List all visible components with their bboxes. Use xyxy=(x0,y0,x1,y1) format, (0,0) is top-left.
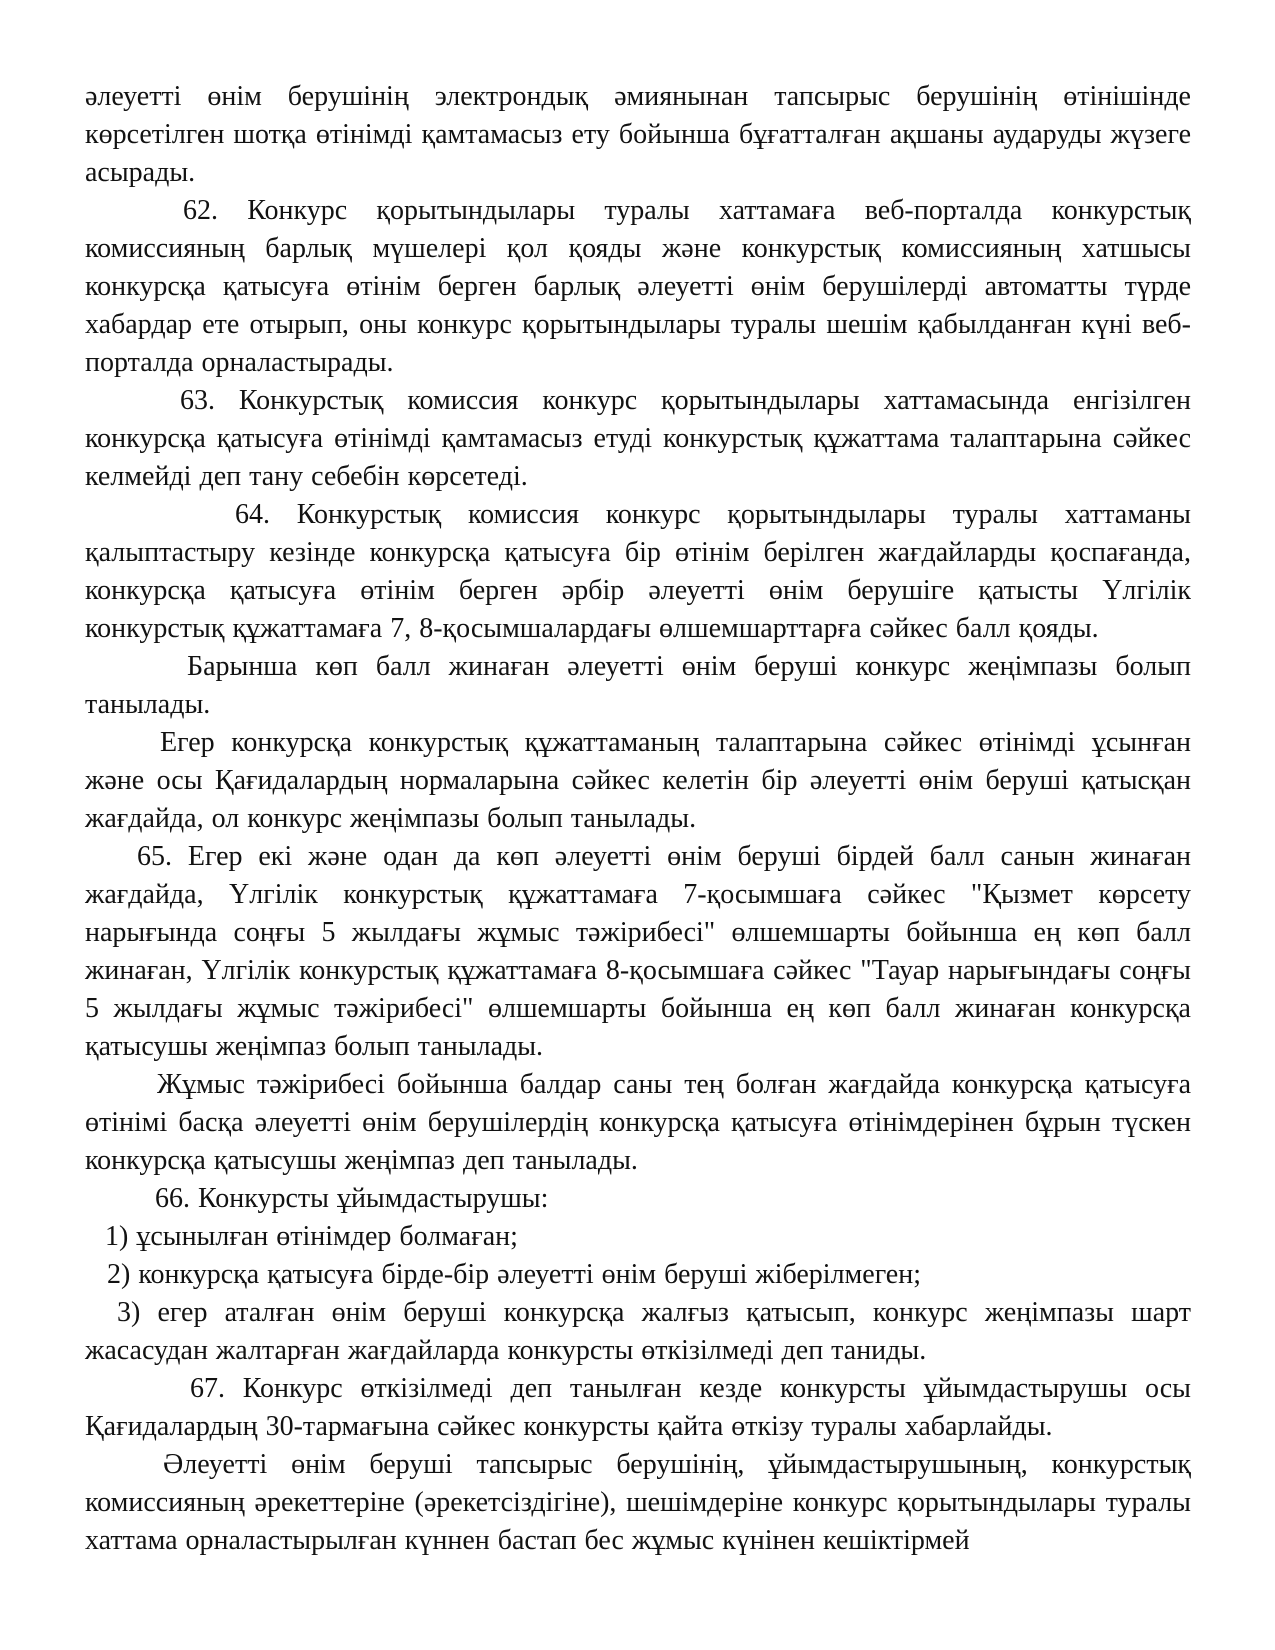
list-item-2: 2) конкурсқа қатысуға бірде-бір әлеуетті өнім беруші жіберілмеген; xyxy=(107,1259,921,1290)
paragraph-point-64-sub2: Егер конкурсқа конкурстық құжаттаманың талаптарына сәйкес өтінімді ұсынған және осы Қағидалардың нормаларына сәйкес келетін бір әлеуетті өнім беруші қатысқан жағдайда, ол конкурс жеңімпазы болып танылады. xyxy=(85,727,1191,834)
paragraph-point-65-sub1: Жұмыс тәжірибесі бойынша балдар саны тең болған жағдайда конкурсқа қатысуға өтінімі басқа әлеуетті өнім берушілердің конкурсқа қатысуға өтінімдерінен бұрын түскен конкурсқа қатысушы жеңімпаз деп танылады. xyxy=(85,1069,1191,1176)
paragraph-point-64-sub1: Барынша көп балл жинаған әлеуетті өнім беруші конкурс жеңімпазы болып танылады. xyxy=(85,651,1191,720)
paragraph-continuation: әлеуетті өнім берушінің электрондық әмиянынан тапсырыс берушінің өтінішінде көрсетілген шотқа өтінімді қамтамасыз ету бойынша бұғатталған ақшаны аударуды жүзеге асырады. xyxy=(85,81,1191,188)
paragraph-point-66: 66. Конкурсты ұйымдастырушы: xyxy=(155,1183,549,1214)
paragraph-point-63: 63. Конкурстық комиссия конкурс қорытындылары хаттамасында енгізілген конкурсқа қатысуға өтінімді қамтамасыз етуді конкурстық құжаттама талаптарына сәйкес келмейді деп тану себебін көрсетеді. xyxy=(85,385,1191,492)
list-item-1: 1) ұсынылған өтінімдер болмаған; xyxy=(105,1221,518,1252)
list-item-3: 3) егер аталған өнім беруші конкурсқа жалғыз қатысып, конкурс жеңімпазы шарт жасасудан жалтарған жағдайларда конкурсты өткізілмеді деп таниды. xyxy=(85,1297,1191,1366)
paragraph-point-65: 65. Егер екі және одан да көп әлеуетті өнім беруші бірдей балл санын жинаған жағдайда, Үлгілік конкурстық құжаттамаға 7-қосымшаға сәйкес "Қызмет көрсету нарығында соңғы 5 жылдағы жұмыс тәжірибесі" өлшемшарты бойынша ең көп балл жинаған, Үлгілік конкурстық құжаттамаға 8-қосымшаға сәйкес "Тауар нарығындағы соңғы 5 жылдағы жұмыс тәжірибесі" өлшемшарты бойынша ең көп балл жинаған конкурсқа қатысушы жеңімпаз болып танылады. xyxy=(85,841,1191,1062)
paragraph-point-67: 67. Конкурс өткізілмеді деп танылған кезде конкурсты ұйымдастырушы осы Қағидалардың 30-тармағына сәйкес конкурсты қайта өткізу туралы хабарлайды. xyxy=(85,1373,1191,1442)
paragraph-point-64: 64. Конкурстық комиссия конкурс қорытындылары туралы хаттаманы қалыптастыру кезінде конкурсқа қатысуға бір өтінім берілген жағдайларды қоспағанда, конкурсқа қатысуға өтінім берген әрбір әлеуетті өнім берушіге қатысты Үлгілік конкурстық құжаттамаға 7, 8-қосымшалардағы өлшемшарттарға сәйкес балл қояды. xyxy=(85,499,1191,644)
paragraph-point-67-sub1: Әлеуетті өнім беруші тапсырыс берушінің, ұйымдастырушының, конкурстық комиссияның әрекеттеріне (әрекетсіздігіне), шешімдеріне конкурс қорытындылары туралы хаттама орналастырылған күннен бастап бес жұмыс күнінен кешіктірмей xyxy=(85,1449,1191,1556)
paragraph-point-62: 62. Конкурс қорытындылары туралы хаттамаға веб-порталда конкурстық комиссияның барлық мүшелері қол қояды және конкурстық комиссияның хатшысы конкурсқа қатысуға өтінім берген барлық әлеуетті өнім берушілерді автоматты түрде хабардар ете отырып, оны конкурс қорытындылары туралы шешім қабылданған күні веб-порталда орналастырады. xyxy=(85,195,1191,378)
